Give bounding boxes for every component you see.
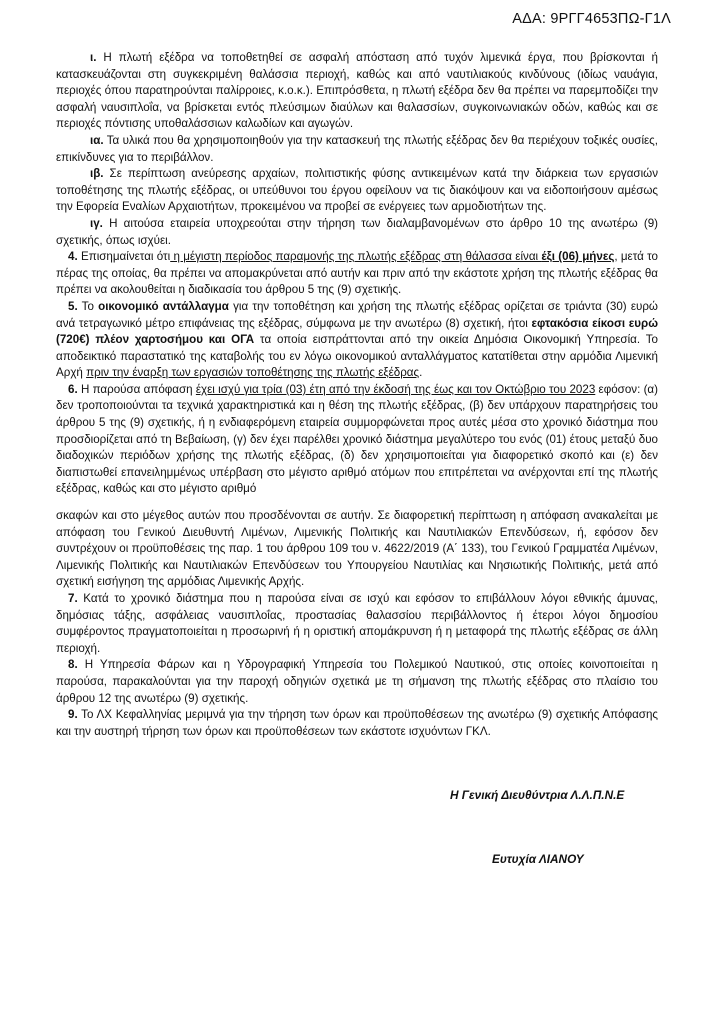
bold-underlined-text: έξι (06) μήνες	[541, 250, 615, 264]
paragraph-number: 9.	[68, 708, 78, 722]
paragraph-5	[56, 299, 658, 382]
paragraph-text: Τα υλικά που θα χρησιμοποιηθούν για την κατασκευή της πλωτής εξέδρας δεν θα περιέχουν τοξικές ουσίες, επικίνδυνες για το περιβάλλον.	[56, 133, 658, 164]
document-ada-code: ΑΔΑ: 9ΡΓΓ4653ΠΩ-Γ1Λ	[512, 11, 671, 27]
paragraph-text: σκαφών και στο μέγεθος αυτών που προσδένονται σε αυτήν. Σε διαφορετική περίπτωση η απόφαση ανακαλείται με απόφαση του Γενικού Διευθυντή Λιμένων, Λιμενικής Πολιτικής και Ναυτιλιακών Επενδύσεων, ή, εφόσον δεν συντρέχουν οι προϋποθέσεις της παρ. 1 του άρθρου 109 του ν. 4622/2019 (Α΄ 133), του Γενικού Γραμματέα Λιμένων, Λιμενικής Πολιτικής και Ναυτιλιακών Επενδύσεων του Υπουργείου Ναυτιλίας και Νησιωτικής Πολιτικής, μετά από σχετική εισήγηση της αρμόδιας Λιμενικής Αρχής.	[56, 509, 658, 589]
paragraph-text: Η αιτούσα εταιρεία υποχρεούται στην τήρηση των διαλαμβανομένων στο άρθρο 10 της ανωτέρω (9) σχετικής, όπως ισχύει.	[56, 216, 658, 247]
paragraph-text: εφόσον: (α) δεν τροποποιούνται τα τεχνικά χαρακτηριστικά και η θέση της πλωτής εξέδρας, (β) δεν υπάρχουν παρατηρήσεις του άρθρου 5 της (9) σχετικής, ή η ενδιαφερόμενη εταιρεία συμμορφώνεται προς αυτές μέσα στο χρονικό διάστημα που προσδιορίζεται από τη Βεβαίωση, (γ) δεν έχει παρέλθει χρονικό διάστημα μεγαλύτερο του ενός (01) έτους μεταξύ δυο διαδοχικών περιόδων χρήσης της πλωτής εξέδρας, (δ) δεν χρησιμοποιείται για διαφορετικό σκοπό και (ε) δεν διαπιστωθεί επανειλημμένως υπέρβαση στο μέγιστο αριθμό ατόμων που επιτρέπεται να ανέρχονται επί της πλωτής εξέδρας, καθώς και στο μέγιστο αριθμό	[56, 382, 658, 496]
paragraph-ig	[56, 216, 658, 249]
paragraph-number: 7.	[68, 592, 78, 605]
paragraph-number: ι.	[90, 51, 97, 64]
paragraph-9	[56, 707, 658, 740]
paragraph-ib	[56, 166, 658, 216]
paragraph-6	[56, 382, 658, 498]
paragraph-ia	[56, 133, 658, 166]
underlined-text: έχει ισχύ για τρία (03) έτη από την έκδοσή της έως και τον Οκτώβριο του 2023	[195, 382, 596, 396]
paragraph-text: Σε περίπτωση ανεύρεσης αρχαίων, πολιτιστικής φύσης αντικειμένων κατά την διάρκεια των εργασιών τοποθέτησης της πλωτής εξέδρας, οι υπεύθυνοι του έργου οφείλουν να τις διακόψουν και να ειδοποιήσουν αμέσως την Εφορεία Εναλίων Αρχαιοτήτων, προκειμένου να προβεί σε ενέργειες των αρμοδιοτήτων της.	[56, 167, 658, 214]
paragraph-text: Η παρούσα απόφαση	[77, 382, 196, 396]
paragraph-6-continued	[56, 508, 658, 591]
paragraph-text: .	[419, 366, 423, 380]
paragraph-i	[56, 50, 658, 133]
bold-text: οικονομικό αντάλλαγμα	[98, 299, 229, 313]
paragraph-text: για την τοποθέτηση και χρήση της πλωτής εξέδρας ορίζεται σε τριάντα (30) ευρώ ανά τετραγωνικό μέτρο επιφάνειας της εξέδρας, σύμφωνα με την ανωτέρω (8) σχετική, ήτοι	[56, 299, 658, 330]
signatory-title: Η Γενική Διευθύντρια Λ.Λ.Π.Ν.Ε	[450, 788, 625, 802]
paragraph-text: , μετά το πέρας της οποίας, θα πρέπει να απομακρύνεται από αυτήν και πριν από την εκάστοτε χρήση της πλωτής εξέδρας θα πρέπει να ακολουθείται η διαδικασία του άρθρου 5 της (9) σχετικής.	[56, 250, 658, 297]
paragraph-8	[56, 657, 658, 707]
paragraph-number: ια.	[90, 133, 104, 147]
paragraph-number: ιβ.	[90, 167, 104, 181]
signatory-name: Ευτυχία ΛΙΑΝΟΥ	[492, 852, 584, 866]
underlined-text: πριν την έναρξη των εργασιών τοποθέτησης της πλωτής εξέδρας	[86, 366, 420, 380]
paragraph-7	[56, 591, 658, 657]
paragraph-text: Κατά το χρονικό διάστημα που η παρούσα είναι σε ισχύ και εφόσον το επιβάλλουν λόγοι εθνικής άμυνας, δημόσιας τάξης, ασφάλειας ναυσιπλοΐας, προστασίας θαλασσίου περιβάλλοντος ή έτεροι λόγοι δημοσίου συμφέροντος πραγματοποιείται η προσωρινή ή η οριστική απομάκρυνση ή η μεταφορά της πλωτής εξέδρας σε άλλη περιοχή.	[56, 592, 658, 655]
paragraph-text: Το ΛΧ Κεφαλληνίας μεριμνά για την τήρηση των όρων και προϋποθέσεων της ανωτέρω (9) σχετικής Απόφασης και την αυστηρή τήρηση των όρων και προϋποθέσεων των εκάστοτε ισχυόντων ΓΚΛ.	[56, 708, 658, 738]
document-body	[56, 50, 658, 740]
paragraph-number: 4.	[68, 250, 78, 264]
paragraph-text: τα οποία εισπράττονται από την οικεία Δημόσια Οικονομική Υπηρεσία. Το αποδεικτικό παραστατικό της καταβολής του εν λόγω οικονομικού ανταλλάγματος κατατίθεται στην αρμόδια Λιμενική Αρχή	[56, 333, 658, 380]
paragraph-number: 5.	[68, 299, 78, 313]
paragraph-number: 8.	[68, 658, 78, 672]
paragraph-text: Η πλωτή εξέδρα να τοποθετηθεί σε ασφαλή απόσταση από τυχόν λιμενικά έργα, που βρίσκονται ή κατασκευάζονται στη συγκεκριμένη θαλάσσια περιοχή, καθώς και από ναυτιλιακούς κινδύνους (ιδίως ναυάγια, περιοχές όπου παρατηρούνται παλίρροιες, κ.ο.κ.). Επιπρόσθετα, η πλωτή εξέδρα δεν θα πρέπει να παρεμποδίζει την ασφαλή ναυσιπλοΐα, να βρίσκεται εντός πλεύσιμων διαύλων και θαλασσίων, συγκοινωνιακών οδών, καθώς και σε περιοχές πόντισης υποθαλάσσιων καλωδίων και αγωγών.	[56, 51, 658, 131]
underlined-text: η μέγιστη περίοδος παραμονής της πλωτής εξέδρας στη θάλασσα είναι	[170, 250, 542, 264]
paragraph-text: Το	[77, 299, 99, 313]
paragraph-number: 6.	[68, 382, 78, 396]
paragraph-number: ιγ.	[90, 216, 103, 230]
paragraph-text: Η Υπηρεσία Φάρων και η Υδρογραφική Υπηρεσία του Πολεμικού Ναυτικού, στις οποίες κοινοποιείται η παρούσα, παρακαλούνται για την παροχή οδηγιών σχετικά με τη σήμανση της πλωτής εξέδρας στο πλαίσιο του άρθρου 12 της ανωτέρω (9) σχετικής.	[56, 658, 658, 705]
bold-text: εφτακόσια είκοσι ευρώ (720€) πλέον χαρτοσήμου και ΟΓΑ	[56, 316, 658, 347]
paragraph-4	[56, 249, 658, 299]
paragraph-text: Επισημαίνεται ότι	[77, 250, 171, 264]
